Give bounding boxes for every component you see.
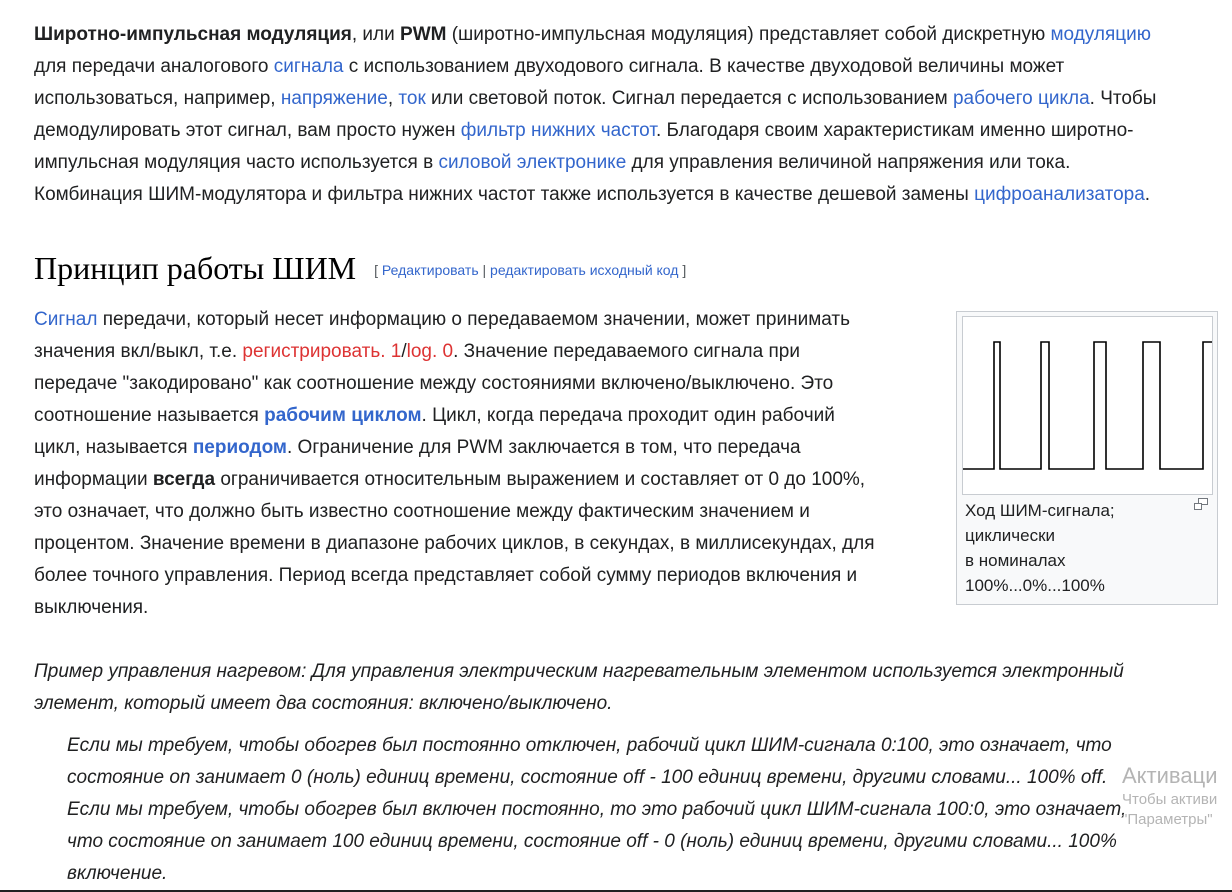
link-duty-cycle-bold[interactable]: рабочим циклом xyxy=(264,405,422,426)
link-signal-2[interactable]: Сигнал xyxy=(34,309,98,330)
intro-line: Широтно-импульсная модуляция, или PWM (широтно-импульсная модуляция) представляет собой дискретную модуляцию xyxy=(34,24,1151,45)
intro-line: демодулировать этот сигнал, вам просто нужен фильтр нижних частот. Благодаря своим характеристикам именно широтно- xyxy=(34,120,1134,141)
example-detail-line: включение. xyxy=(67,863,168,884)
example-detail-line: состояние on занимает 0 (ноль) единиц времени, состояние off - 100 единиц времени, другими словами... 100% off. xyxy=(67,767,1108,788)
intro-paragraph xyxy=(34,19,1156,211)
enlarge-icon[interactable] xyxy=(1194,498,1208,510)
edit-source-link[interactable]: редактировать исходный код xyxy=(490,262,679,278)
intro-line: для передачи аналогового сигнала с использованием двуходового сигнала. В качестве двуходовой величины может xyxy=(34,56,1065,77)
watermark-line: Чтобы активи xyxy=(1122,791,1218,808)
body-line: выключения. xyxy=(34,597,149,618)
edit-link[interactable]: Редактировать xyxy=(381,262,479,278)
pwm-signal-image[interactable] xyxy=(962,316,1213,495)
link-power-electronics[interactable]: силовой электронике xyxy=(438,152,627,173)
link-duty-cycle[interactable]: рабочего цикла xyxy=(952,88,1090,109)
body-line: передаче "закодировано" как соотношение между состояниями включено/выключено. Это xyxy=(34,373,834,394)
activation-watermark xyxy=(1122,762,1232,830)
example-detail-line: Если мы требуем, чтобы обогрев был постоянно отключен, рабочий цикл ШИМ-сигнала 0:100, это означает, что xyxy=(67,735,1112,756)
body-line: это означает, что должно быть известно соотношение между фактическим значением и xyxy=(34,501,810,522)
section-heading xyxy=(34,246,686,292)
intro-line: импульсная модуляция часто используется в силовой электронике для управления величиной напряжения или тока. xyxy=(34,152,1071,173)
link-dac[interactable]: цифроанализатора xyxy=(974,184,1145,205)
pwm-thumbnail xyxy=(956,311,1218,605)
watermark-title: Активаци xyxy=(1122,763,1218,788)
link-current[interactable]: ток xyxy=(398,88,426,109)
body-line: значения вкл/выкл, т.е. регистрировать. 1/log. 0. Значение передаваемого сигнала при xyxy=(34,341,800,362)
thumb-caption: Ход ШИМ-сигнала; циклически в номиналах 100%...0%...100% xyxy=(965,501,1115,595)
example-line: элемент, который имеет два состояния: включено/выключено. xyxy=(34,693,613,714)
example-paragraph xyxy=(34,656,1124,720)
body-line: процентом. Значение времени в диапазоне рабочих циклов, в секундах, в миллисекундах, для xyxy=(34,533,875,554)
term-pwm: PWM xyxy=(400,24,447,45)
body-line: информации всегда ограничивается относительным выражением и составляет от 0 до 100%, xyxy=(34,469,866,490)
edit-section-links: [ Редактировать | редактировать исходный код ] xyxy=(374,262,687,278)
intro-line: использоваться, например, напряжение, ток или световой поток. Сигнал передается с использованием рабочего цикла. Чтобы xyxy=(34,88,1157,109)
body-line: Сигнал передачи, который несет информацию о передаваемом значении, может принимать xyxy=(34,309,851,330)
intro-line: Комбинация ШИМ-модулятора и фильтра нижних частот также используется в качестве дешевой замены цифроанализатора. xyxy=(34,184,1151,205)
term-bold: Широтно-импульсная модуляция xyxy=(34,24,352,45)
body-line: более точного управления. Период всегда представляет собой сумму периодов включения и xyxy=(34,565,858,586)
link-low-pass-filter[interactable]: фильтр нижних частот xyxy=(460,120,656,141)
section-title: Принцип работы ШИМ xyxy=(34,250,357,286)
example-detail-line: Если мы требуем, чтобы обогрев был включен постоянно, то это рабочий цикл ШИМ-сигнала 100:0, это означает, xyxy=(67,799,1127,820)
link-voltage[interactable]: напряжение xyxy=(280,88,388,109)
example-detail-line: что состояние on занимает 100 единиц времени, состояние off - 0 (ноль) единиц времени, другими словами... 100% xyxy=(67,831,1117,852)
pwm-waveform xyxy=(963,317,1212,494)
body-paragraph xyxy=(34,304,875,624)
link-modulation[interactable]: модуляцию xyxy=(1050,24,1151,45)
body-line: цикл, называется периодом. Ограничение для PWM заключается в том, что передача xyxy=(34,437,801,458)
link-log0-missing[interactable]: log. 0 xyxy=(406,341,454,362)
link-log1-missing[interactable]: регистрировать. 1 xyxy=(242,341,402,362)
link-signal[interactable]: сигнала xyxy=(273,56,344,77)
example-line: Пример управления нагревом: Для управления электрическим нагревательным элементом используется электронный xyxy=(34,661,1124,682)
term-always: всегда xyxy=(152,469,216,490)
body-line: соотношение называется рабочим циклом. Цикл, когда передача проходит один рабочий xyxy=(34,405,835,426)
example-details xyxy=(67,730,1126,890)
watermark-line: "Параметры" xyxy=(1122,811,1213,828)
link-period-bold[interactable]: периодом xyxy=(192,437,287,458)
